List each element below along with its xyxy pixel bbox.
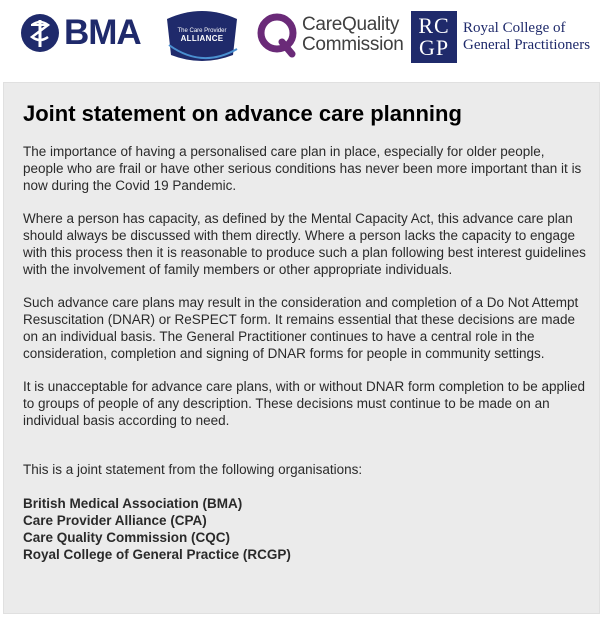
statement-content [23, 101, 588, 563]
cpa-line1: The Care Provider [177, 28, 227, 34]
cqc-line2: Commission [302, 34, 404, 55]
statement-paragraph-4: It is unacceptable for advance care plans, with or without DNAR form completion to be applied to groups of people of any description. These decisions must continue to be made on an individual basis according to need. [23, 379, 586, 428]
statement-panel [3, 82, 600, 614]
organisation-item: Care Provider Alliance (CPA) [23, 513, 207, 528]
bma-wordmark: BMA [64, 13, 141, 52]
rcgp-line1: Royal College of [463, 20, 566, 36]
statement-paragraph-1: The importance of having a personalised care plan in place, especially for older people, people who are frail or have other serious conditions has never been more important than it is now during the Covid 19 Pandemic. [23, 144, 582, 193]
statement-paragraph-2: Where a person has capacity, as defined by the Mental Capacity Act, this advance care plan should always be discussed with them directly. Where a person lacks the capacity to engage with this process then it is reasonable to produce such a plan following best interest guidelines with the involvement of family members or other appropriate individuals. [23, 211, 586, 277]
cqc-logo [256, 12, 404, 58]
rcgp-box-bottom: GP [418, 35, 450, 60]
organisations-intro: This is a joint statement from the following organisations: [23, 462, 363, 477]
cpa-line2: ALLIANCE [180, 34, 224, 43]
statement-paragraph-3: Such advance care plans may result in the consideration and completion of a Do Not Attempt Resuscitation (DNAR) or ReSPECT form. It remains essential that these decisions are made on an individual basis. The General Practitioner continues to have a central role in the consideration, completion and signing of DNAR forms for people in community settings. [23, 295, 579, 361]
organisation-item: Care Quality Commission (CQC) [23, 530, 231, 545]
logo-bar [0, 0, 602, 78]
rcgp-line2: General Practitioners [463, 37, 591, 53]
organisations-list [23, 495, 588, 563]
organisation-item: Royal College of General Practice (RCGP) [23, 547, 291, 562]
cqc-q-emblem-icon [256, 12, 298, 58]
statement-title: Joint statement on advance care planning [23, 101, 462, 126]
organisation-item: British Medical Association (BMA) [23, 496, 243, 511]
bma-logo [20, 13, 141, 53]
rcgp-logo [411, 11, 590, 63]
cqc-line1: CareQuality [302, 14, 400, 35]
caduceus-emblem-icon [20, 13, 60, 53]
rcgp-box-top: RC [418, 13, 450, 38]
care-provider-alliance-logo [163, 5, 241, 69]
rcgp-monogram [411, 11, 457, 63]
